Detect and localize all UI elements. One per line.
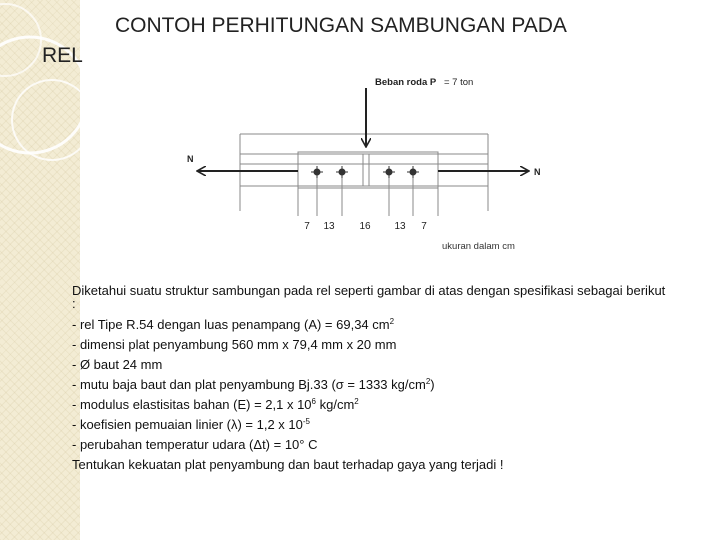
dimension-ticks <box>317 178 413 216</box>
spec-item-5: - modulus elastisitas bahan (E) = 2,1 x $10^6$ $kg/cm^2$ <box>72 397 359 412</box>
problem-statement <box>72 284 672 475</box>
bolts <box>311 166 419 178</box>
bolt-2 <box>336 166 348 178</box>
spec-item-7: - perubahan temperatur udara (Δt) = 10° C <box>72 437 318 452</box>
unit-note: ukuran dalam cm <box>442 241 515 252</box>
slide-title-line-2: REL <box>42 44 83 67</box>
rail-joint-diagram <box>180 66 540 256</box>
conclusion-text: Tentukan kekuatan plat penyambung dan baut terhadap gaya yang terjadi ! <box>72 457 504 472</box>
spec-item-6: - koefisien pemuaian linier (λ) = 1,2 x $10^{-5}$ <box>72 417 310 432</box>
spec-item-2: - dimensi plat penyambung 560 mm x 79,4 mm x 20 mm <box>72 337 397 352</box>
dimension-5: 7 <box>421 221 427 232</box>
dimension-4: 13 <box>394 221 406 232</box>
spec-item-1: - rel Tipe R.54 dengan luas penampang (A) = 69,34 $cm^2$ <box>72 317 395 332</box>
slide-title-line-1: CONTOH PERHITUNGAN SAMBUNGAN PADA <box>115 14 567 37</box>
dimension-1: 7 <box>304 221 310 232</box>
force-label-right: N <box>534 167 540 177</box>
dimension-3: 16 <box>359 221 371 232</box>
intro-text: Diketahui suatu struktur sambungan pada rel seperti gambar di atas dengan spesifikasi sebagai berikut : <box>72 283 666 311</box>
spec-item-4: - mutu baja baut dan plat penyambung Bj.33 (σ = 1333 $kg/cm^2$) <box>72 377 435 392</box>
spec-item-3: - Ø baut 24 mm <box>72 357 163 372</box>
bolt-4 <box>407 166 419 178</box>
bolt-1 <box>311 166 323 178</box>
load-label: Beban roda P <box>375 77 437 88</box>
force-label-left: N <box>187 154 194 164</box>
rail-outline <box>240 134 488 211</box>
bolt-3 <box>383 166 395 178</box>
load-value: = 7 ton <box>444 77 474 88</box>
decorative-circles <box>0 0 120 200</box>
dimension-2: 13 <box>323 221 335 232</box>
splice-plate <box>298 152 438 216</box>
